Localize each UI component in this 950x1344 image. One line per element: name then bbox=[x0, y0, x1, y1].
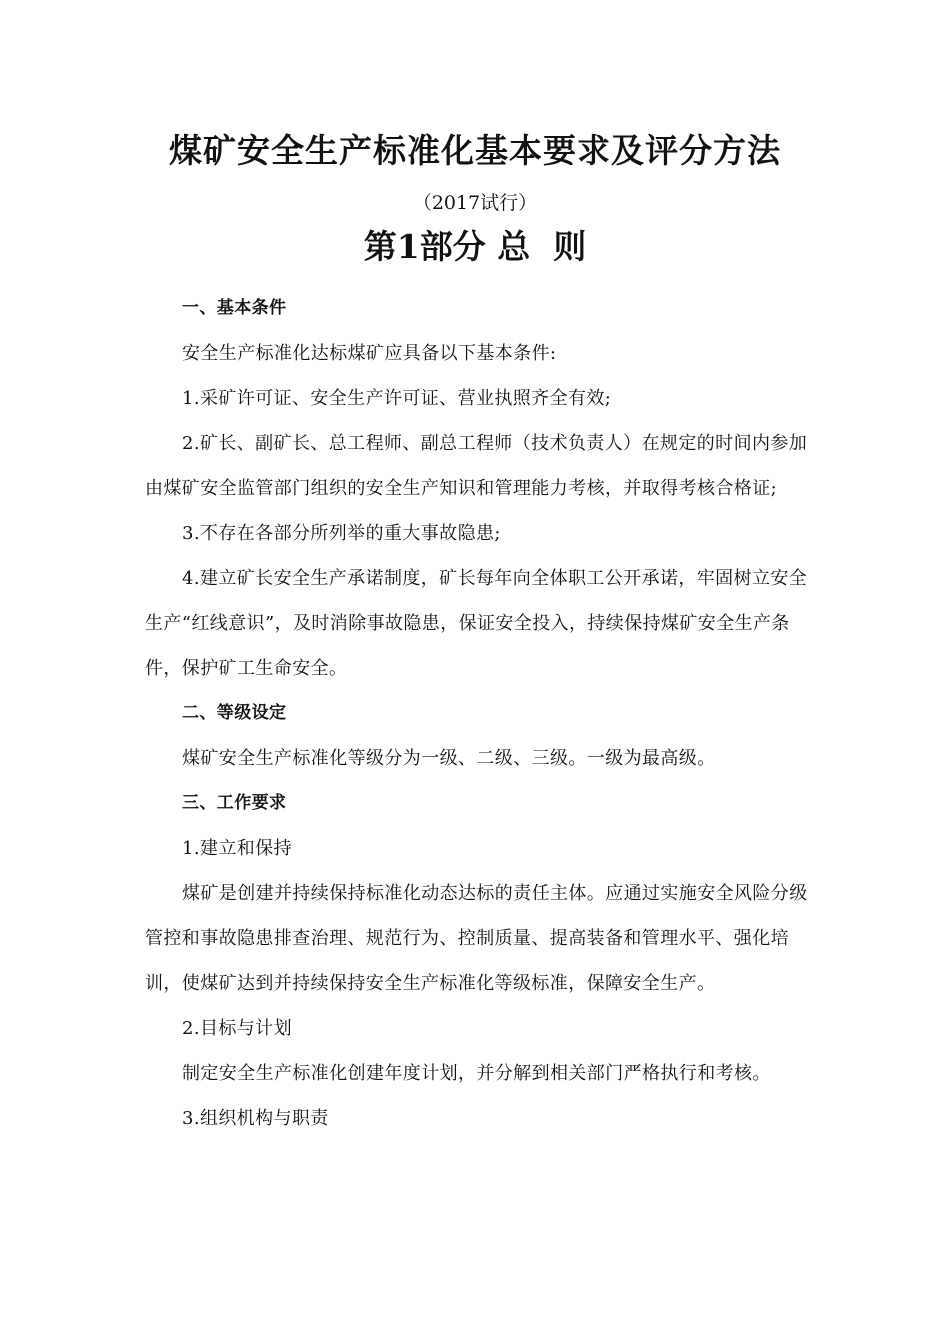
paragraph: 4.建立矿长安全生产承诺制度，矿长每年向全体职工公开承诺，牢固树立安全生产“红线意识”，及时消除事故隐患，保证安全投入，持续保持煤矿安全生产条件，保护矿工生命安全。 bbox=[145, 568, 808, 679]
paragraph: 制定安全生产标准化创建年度计划，并分解到相关部门严格执行和考核。 bbox=[182, 1063, 771, 1084]
paragraph: 3.不存在各部分所列举的重大事故隐患; bbox=[182, 523, 501, 544]
paragraph: 3.组织机构与职责 bbox=[182, 1108, 329, 1129]
paragraph: 煤矿是创建并持续保持标准化动态达标的责任主体。应通过实施安全风险分级管控和事故隐患排查治理、规范行为、控制质量、提高装备和管理水平、强化培训，使煤矿达到并持续保持安全生产标准化等级标准，保障安全生产。 bbox=[145, 883, 808, 994]
paragraph: 煤矿安全生产标准化等级分为一级、二级、三级。一级为最高级。 bbox=[182, 748, 716, 769]
document-title: 煤矿安全生产标准化基本要求及评分方法 bbox=[169, 131, 781, 170]
paragraph: 2.目标与计划 bbox=[182, 1018, 292, 1039]
part-heading: 第1部分 总 则 bbox=[363, 227, 587, 266]
document-body bbox=[145, 286, 810, 1141]
section-heading-work-requirements: 三、工作要求 bbox=[182, 793, 287, 813]
document-subtitle: （2017试行） bbox=[412, 192, 538, 214]
paragraph: 1.建立和保持 bbox=[182, 838, 292, 859]
paragraph: 2.矿长、副矿长、总工程师、副总工程师（技术负责人）在规定的时间内参加由煤矿安全监管部门组织的安全生产知识和管理能力考核，并取得考核合格证; bbox=[145, 433, 808, 499]
paragraph: 1.采矿许可证、安全生产许可证、营业执照齐全有效; bbox=[182, 388, 612, 409]
paragraph: 安全生产标准化达标煤矿应具备以下基本条件: bbox=[182, 343, 557, 364]
section-heading-grade-setting: 二、等级设定 bbox=[182, 703, 287, 723]
section-heading-basic-conditions: 一、基本条件 bbox=[182, 298, 287, 318]
